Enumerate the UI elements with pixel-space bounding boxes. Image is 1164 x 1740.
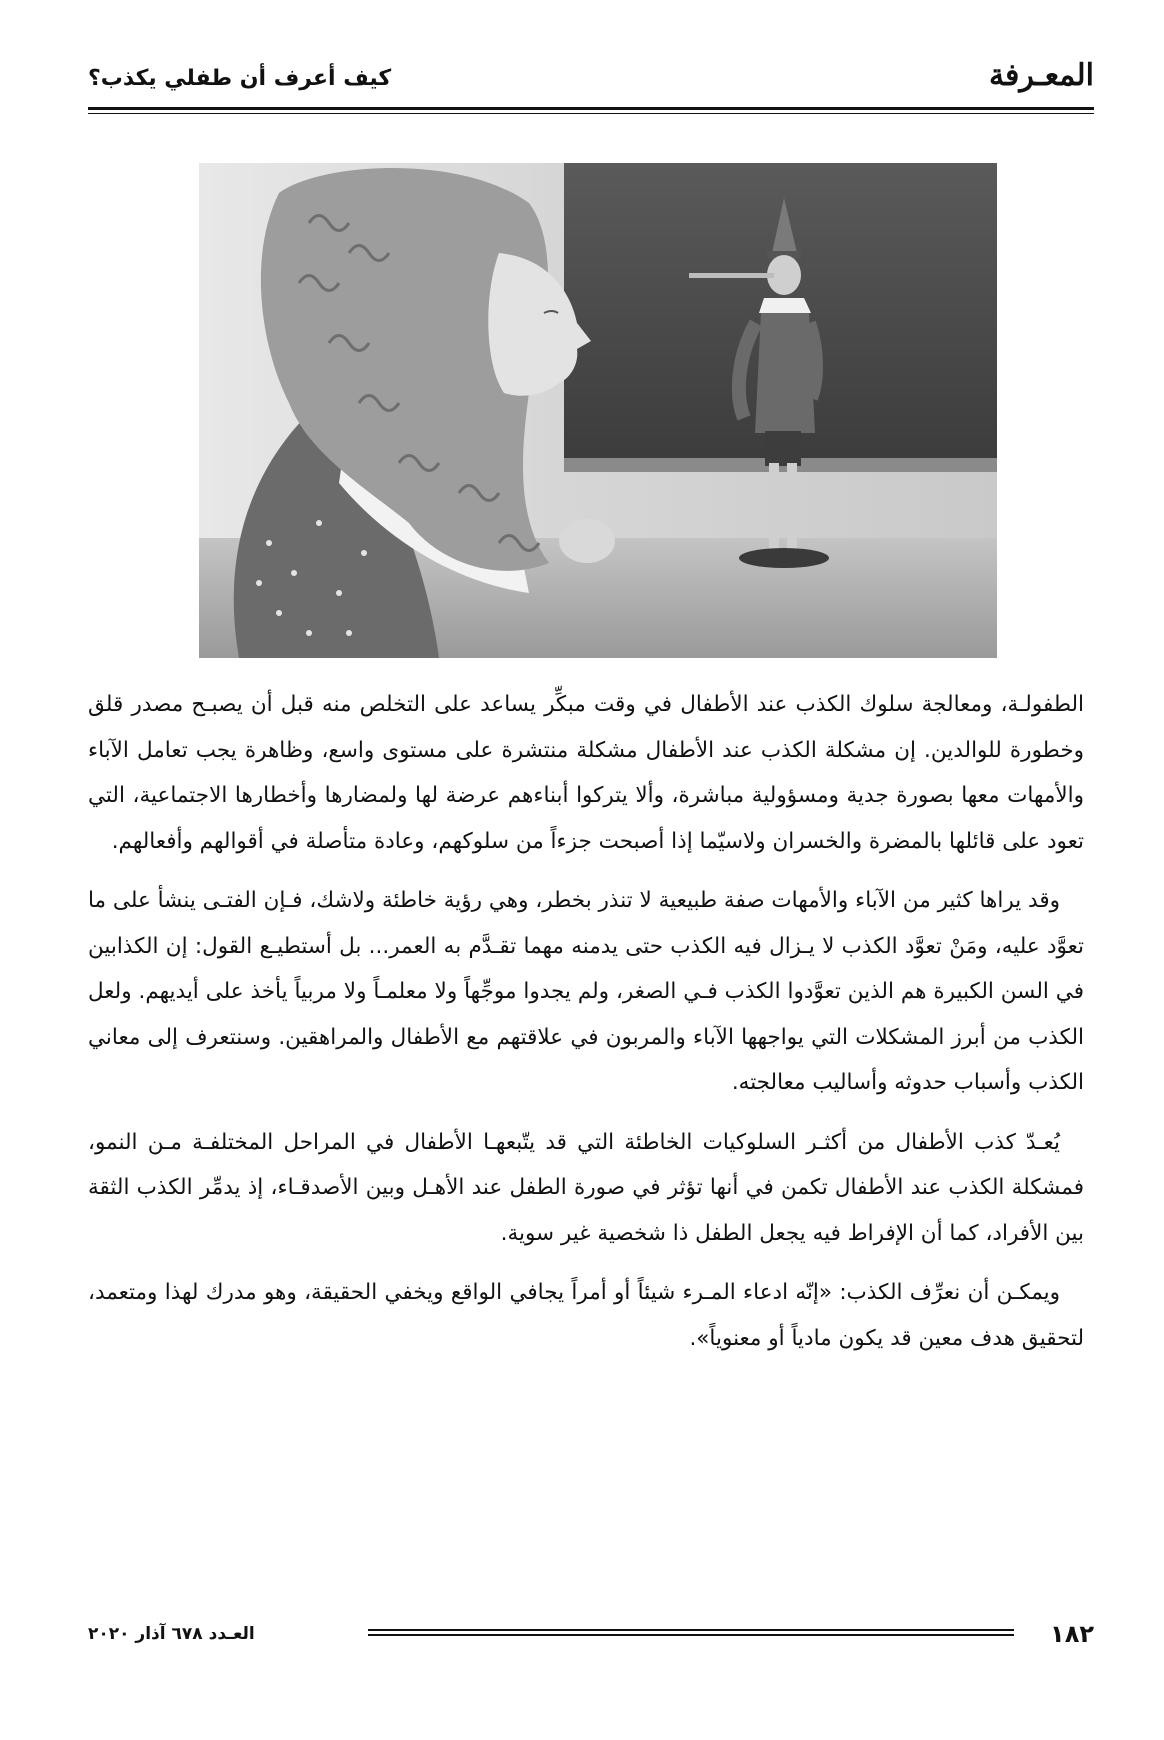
page-number: ١٨٢ (1050, 1620, 1094, 1648)
paragraph: يُعـدّ كذب الأطفال من أكثـر السلوكيات الخاطئة التي قد يتّبعهـا الأطفال في المراحل المختلفـة مـن النمو، فمشكلة الكذب عند الأطفال تكمن في أنها تؤثر في صورة الطفل عند الأهـل وبين الأصدقـاء، إذ يدمِّر الكذب الثقة بين الأفراد، كما أن الإفراط فيه يجعل الطفل ذا شخصية غير سوية. (88, 1129, 1084, 1246)
paragraph: الطفولـة، ومعالجة سلوك الكذب عند الأطفال في وقت مبكِّر يساعد على التخلص منه قبل أن يصبـح مصدر قلق وخطورة للوالدين. إن مشكلة الكذب عند الأطفال مشكلة منتشرة على مستوى واسع، وظاهرة يجب تعامل الآباء والأمهات معها بصورة جدية ومسؤولية مباشرة، وألا يتركوا أبناءهم عرضة لها ولمضارها وأخطارها الاجتماعية، التي تعود على قائلها بالمضرة والخسران ولاسيّما إذا أصبحت جزءاً من سلوكهم، وعادة متأصلة في أقوالهم وأفعالهم. (88, 692, 1084, 854)
header-rule (88, 107, 1094, 114)
article-photo (199, 163, 997, 658)
page-footer (88, 1620, 1094, 1650)
photo-girl-with-pinocchio-icon (199, 163, 997, 658)
running-title: كيف أعرف أن طفلي يكذب؟ (88, 66, 392, 91)
page-header (88, 58, 1094, 108)
issue-info: العـدد ٦٧٨ آذار ٢٠٢٠ (88, 1624, 255, 1644)
paragraph: ويمكـن أن نعرِّف الكذب: «إنّه ادعاء المـرء شيئاً أو أمراً يجافي الواقع ويخفي الحقيقة، وهو مدرك لهذا ومتعمد، لتحقيق هدف معين قد يكون مادياً أو معنوياً». (88, 1280, 1084, 1351)
magazine-logo: المعـرفة (988, 58, 1094, 93)
article-body (88, 682, 1084, 1375)
paragraph: وقد يراها كثير من الآباء والأمهات صفة طبيعية لا تنذر بخطر، وهي رؤية خاطئة ولاشك، فـإن الفتـى ينشأ على ما تعوَّد عليه، ومَنْ تعوَّد الكذب لا يـزال فيه الكذب حتى يدمنه مهما تقـدَّم به العمر... بل أستطيـع القول: إن الكذابين في السن الكبيرة هم الذين تعوَّدوا الكذب فـي الصغر، ولم يجدوا موجِّهاً ولا معلمـاً ولا مربياً يأخذ على أيديهم. ولعل الكذب من أبرز المشكلات التي يواجهها الآباء والمربون في علاقتهم مع الأطفال والمراهقين. وسنتعرف إلى معاني الكذب وأسباب حدوثه وأساليب معالجته. (88, 888, 1084, 1095)
footer-rule (368, 1629, 1014, 1636)
